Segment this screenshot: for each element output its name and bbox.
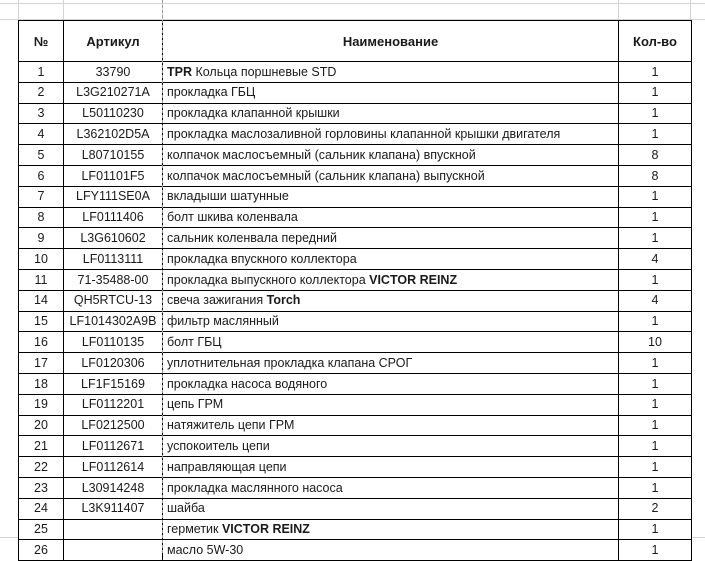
table-row[interactable] <box>19 353 692 374</box>
cell-article[interactable]: L362102D5A <box>64 124 163 145</box>
cell-quantity[interactable]: 1 <box>619 103 692 124</box>
cell-quantity[interactable]: 1 <box>619 394 692 415</box>
table-row[interactable] <box>19 124 692 145</box>
cell-quantity[interactable]: 1 <box>619 228 692 249</box>
column-header-number: № <box>19 21 64 62</box>
cell-number[interactable]: 9 <box>19 228 64 249</box>
cell-name[interactable]: свеча зажигания Torch <box>163 290 619 311</box>
cell-number[interactable]: 10 <box>19 249 64 270</box>
cell-number[interactable]: 1 <box>19 62 64 83</box>
cell-name[interactable]: натяжитель цепи ГРМ <box>163 415 619 436</box>
table-row[interactable] <box>19 62 692 83</box>
cell-quantity[interactable]: 1 <box>619 373 692 394</box>
cell-number[interactable]: 19 <box>19 394 64 415</box>
cell-article[interactable]: 33790 <box>64 62 163 83</box>
cell-article[interactable]: L3G210271A <box>64 82 163 103</box>
parts-table <box>18 20 692 561</box>
cell-name[interactable]: болт ГБЦ <box>163 332 619 353</box>
cell-number[interactable]: 26 <box>19 540 64 561</box>
cell-name[interactable]: прокладка маслянного насоса <box>163 477 619 498</box>
table-row[interactable] <box>19 249 692 270</box>
table-row[interactable] <box>19 477 692 498</box>
cell-quantity[interactable]: 4 <box>619 249 692 270</box>
cell-number[interactable]: 7 <box>19 186 64 207</box>
table-row[interactable] <box>19 415 692 436</box>
table-row[interactable] <box>19 103 692 124</box>
table-row[interactable] <box>19 519 692 540</box>
cell-name[interactable]: прокладка клапанной крышки <box>163 103 619 124</box>
cell-quantity[interactable]: 2 <box>619 498 692 519</box>
cell-name[interactable]: прокладка выпускного коллектора VICTOR REINZ <box>163 269 619 290</box>
table-row[interactable] <box>19 290 692 311</box>
cell-name[interactable]: уплотнительная прокладка клапана СРОГ <box>163 353 619 374</box>
cell-number[interactable]: 25 <box>19 519 64 540</box>
cell-number[interactable]: 14 <box>19 290 64 311</box>
table-row[interactable] <box>19 332 692 353</box>
table-row[interactable] <box>19 82 692 103</box>
cell-number[interactable]: 5 <box>19 145 64 166</box>
cell-quantity[interactable]: 1 <box>619 477 692 498</box>
cell-name[interactable]: масло 5W-30 <box>163 540 619 561</box>
cell-article[interactable]: 71-35488-00 <box>64 269 163 290</box>
cell-number[interactable]: 15 <box>19 311 64 332</box>
table-row[interactable] <box>19 186 692 207</box>
table-row[interactable] <box>19 165 692 186</box>
cell-article[interactable]: LF0120306 <box>64 353 163 374</box>
table-row[interactable] <box>19 145 692 166</box>
cell-article[interactable]: LF01101F5 <box>64 165 163 186</box>
cell-number[interactable]: 24 <box>19 498 64 519</box>
cell-name[interactable]: сальник коленвала передний <box>163 228 619 249</box>
cell-quantity[interactable]: 1 <box>619 457 692 478</box>
table-row[interactable] <box>19 373 692 394</box>
cell-article[interactable]: LF0111406 <box>64 207 163 228</box>
column-header-name: Наименование <box>163 21 619 62</box>
cell-number[interactable]: 23 <box>19 477 64 498</box>
cell-number[interactable]: 17 <box>19 353 64 374</box>
cell-quantity[interactable]: 1 <box>619 124 692 145</box>
cell-quantity[interactable]: 1 <box>619 186 692 207</box>
cell-name[interactable]: прокладка ГБЦ <box>163 82 619 103</box>
cell-name[interactable]: прокладка впускного коллектора <box>163 249 619 270</box>
cell-number[interactable]: 3 <box>19 103 64 124</box>
cell-name[interactable]: шайба <box>163 498 619 519</box>
column-header-article: Артикул <box>64 21 163 62</box>
cell-name[interactable]: герметик VICTOR REINZ <box>163 519 619 540</box>
parts-table-body <box>19 62 692 561</box>
cell-article[interactable]: LF0212500 <box>64 415 163 436</box>
cell-quantity[interactable]: 4 <box>619 290 692 311</box>
cell-article[interactable]: L3G610602 <box>64 228 163 249</box>
cell-name[interactable]: направляющая цепи <box>163 457 619 478</box>
grid-line-horizontal <box>0 3 705 4</box>
cell-quantity[interactable]: 8 <box>619 145 692 166</box>
table-row[interactable] <box>19 436 692 457</box>
cell-name[interactable]: фильтр маслянный <box>163 311 619 332</box>
cell-quantity[interactable]: 1 <box>619 311 692 332</box>
cell-quantity[interactable]: 8 <box>619 165 692 186</box>
cell-quantity[interactable]: 1 <box>619 519 692 540</box>
column-header-quantity: Кол-во <box>619 21 692 62</box>
table-row[interactable] <box>19 394 692 415</box>
parts-table-container <box>18 20 691 561</box>
cell-article[interactable]: L3K911407 <box>64 498 163 519</box>
cell-article[interactable]: LF0112614 <box>64 457 163 478</box>
cell-number[interactable]: 18 <box>19 373 64 394</box>
cell-article[interactable]: LF1F15169 <box>64 373 163 394</box>
table-row[interactable] <box>19 228 692 249</box>
table-row[interactable] <box>19 498 692 519</box>
cell-number[interactable]: 21 <box>19 436 64 457</box>
cell-article[interactable]: LF0110135 <box>64 332 163 353</box>
cell-quantity[interactable]: 1 <box>619 415 692 436</box>
cell-name[interactable]: цепь ГРМ <box>163 394 619 415</box>
table-row[interactable] <box>19 269 692 290</box>
table-row[interactable] <box>19 207 692 228</box>
cell-name[interactable]: вкладыши шатунные <box>163 186 619 207</box>
cell-number[interactable]: 4 <box>19 124 64 145</box>
cell-number[interactable]: 2 <box>19 82 64 103</box>
table-row[interactable] <box>19 311 692 332</box>
cell-article[interactable]: LF0113111 <box>64 249 163 270</box>
cell-quantity[interactable]: 1 <box>619 540 692 561</box>
cell-article[interactable]: L80710155 <box>64 145 163 166</box>
cell-name[interactable]: прокладка маслозаливной горловины клапанной крышки двигателя <box>163 124 619 145</box>
cell-quantity[interactable]: 1 <box>619 62 692 83</box>
cell-name[interactable]: колпачок маслосъемный (сальник клапана) выпускной <box>163 165 619 186</box>
cell-article[interactable]: LF0112671 <box>64 436 163 457</box>
cell-article[interactable]: L50110230 <box>64 103 163 124</box>
cell-number[interactable]: 8 <box>19 207 64 228</box>
cell-quantity[interactable]: 1 <box>619 207 692 228</box>
cell-name[interactable]: успокоитель цепи <box>163 436 619 457</box>
cell-article[interactable]: LFY111SE0A <box>64 186 163 207</box>
cell-name[interactable]: колпачок маслосъемный (сальник клапана) впускной <box>163 145 619 166</box>
cell-quantity[interactable]: 10 <box>619 332 692 353</box>
cell-number[interactable]: 22 <box>19 457 64 478</box>
cell-article[interactable]: QH5RTCU-13 <box>64 290 163 311</box>
cell-number[interactable]: 6 <box>19 165 64 186</box>
cell-article[interactable] <box>64 540 163 561</box>
cell-article[interactable]: LF1014302A9B <box>64 311 163 332</box>
cell-article[interactable]: L30914248 <box>64 477 163 498</box>
table-header-row <box>19 21 692 62</box>
cell-name[interactable]: TPR Кольца поршневые STD <box>163 62 619 83</box>
cell-number[interactable]: 11 <box>19 269 64 290</box>
cell-number[interactable]: 20 <box>19 415 64 436</box>
cell-number[interactable]: 16 <box>19 332 64 353</box>
table-row[interactable] <box>19 457 692 478</box>
cell-article[interactable]: LF0112201 <box>64 394 163 415</box>
cell-quantity[interactable]: 1 <box>619 269 692 290</box>
cell-article[interactable] <box>64 519 163 540</box>
table-row[interactable] <box>19 540 692 561</box>
cell-name[interactable]: прокладка насоса водяного <box>163 373 619 394</box>
cell-quantity[interactable]: 1 <box>619 82 692 103</box>
cell-quantity[interactable]: 1 <box>619 353 692 374</box>
cell-quantity[interactable]: 1 <box>619 436 692 457</box>
cell-name[interactable]: болт шкива коленвала <box>163 207 619 228</box>
